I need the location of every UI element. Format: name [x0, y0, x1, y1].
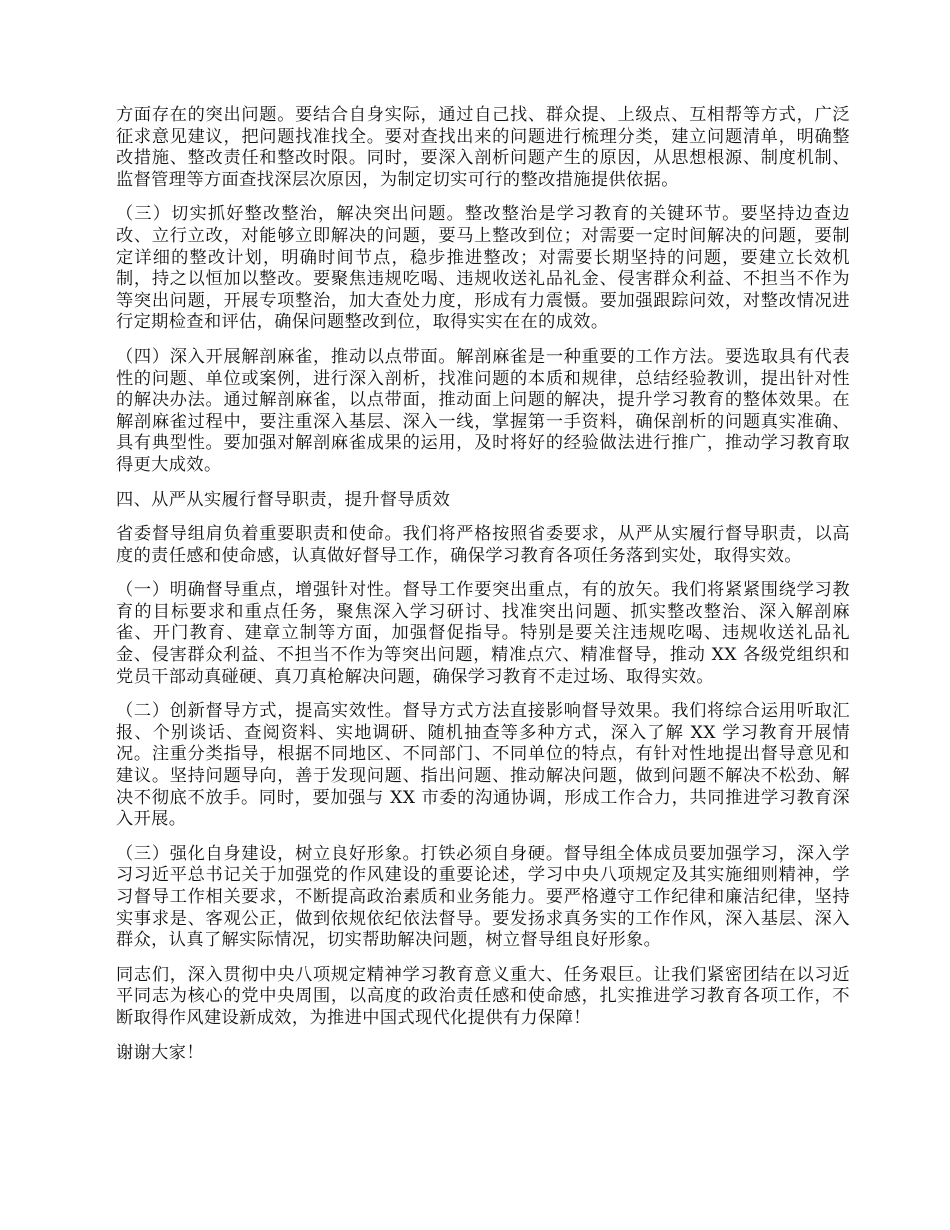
paragraph-case-study: （四）深入开展解剖麻雀，推动以点带面。解剖麻雀是一种重要的工作方法。要选取具有代表性的问题、单位或案例，进行深入剖析，找准问题的本质和规律，总结经验教训，提出针对性的解决办法。通过解剖麻雀，以点带面，推动面上问题的解决，提升学习教育的整体效果。在解剖麻雀过程中，要注重深入基层、深入一线，掌握第一手资料，确保剖析的问题真实准确、具有典型性。要加强对解剖麻雀成果的运用，及时将好的经验做法进行推广，推动学习教育取得更大成效。	[116, 346, 850, 475]
paragraph-thanks: 谢谢大家！	[116, 1042, 204, 1063]
document-page	[116, 105, 850, 1077]
paragraph-rectification: （三）切实抓好整改整治，解决突出问题。整改整治是学习教育的关键环节。要坚持边查边改、立行立改，对能够立即解决的问题，要马上整改到位；对需要一定时间解决的问题，要制定详细的整改计划，明确时间节点，稳步推进整改；对需要长期坚持的问题，要建立长效机制，持之以恒加以整改。要聚焦违规吃喝、违规收送礼品礼金、侵害群众利益、不担当不作为等突出问题，开展专项整治，加大查处力度，形成有力震慑。要加强跟踪问效，对整改情况进行定期检查和评估，确保问题整改到位，取得实实在在的成效。	[116, 204, 850, 333]
section-heading-supervision: 四、从严从实履行督导职责，提升督导质效	[116, 489, 451, 510]
paragraph-closing: 同志们，深入贯彻中央八项规定精神学习教育意义重大、任务艰巨。让我们紧密团结在以习近平同志为核心的党中央周围，以高度的政治责任感和使命感，扎实推进学习教育各项工作，不断取得作风建设新成效，为推进中国式现代化提供有力保障！	[116, 964, 850, 1028]
paragraph-self-building: （三）强化自身建设，树立良好形象。打铁必须自身硬。督导组全体成员要加强学习，深入学习习近平总书记关于加强党的作风建设的重要论述，学习中央八项规定及其实施细则精神，学习督导工作相关要求，不断提高政治素质和业务能力。要严格遵守工作纪律和廉洁纪律，坚持实事求是、客观公正，做到依规依纪依法督导。要发扬求真务实的工作作风，深入基层、深入群众，认真了解实际情况，切实帮助解决问题，树立督导组良好形象。	[116, 843, 850, 951]
paragraph-supervision-intro: 省委督导组肩负着重要职责和使命。我们将严格按照省委要求，从严从实履行督导职责，以高度的责任感和使命感，认真做好督导工作，确保学习教育各项任务落到实处，取得实效。	[116, 524, 850, 566]
paragraph-supervision-methods: （二）创新督导方式，提高实效性。督导方式方法直接影响督导效果。我们将综合运用听取汇报、个别谈话、查阅资料、实地调研、随机抽查等多种方式，深入了解 XX 学习教育开展情况。注重分类指导，根据不同地区、不同部门、不同单位的特点，有针对性地提出督导意见和建议。坚持问题导向，善于发现问题、指出问题、推动解决问题，做到问题不解决不松劲、解决不彻底不放手。同时，要加强与 XX 市委的沟通协调，形成工作合力，共同推进学习教育深入开展。	[116, 701, 850, 830]
paragraph-problem-finding: 方面存在的突出问题。要结合自身实际，通过自己找、群众提、上级点、互相帮等方式，广泛征求意见建议，把问题找准找全。要对查找出来的问题进行梳理分类，建立问题清单，明确整改措施、整改责任和整改时限。同时，要深入剖析问题产生的原因，从思想根源、制度机制、监督管理等方面查找深层次原因，为制定切实可行的整改措施提供依据。	[116, 105, 850, 190]
paragraph-supervision-focus: （一）明确督导重点，增强针对性。督导工作要突出重点，有的放矢。我们将紧紧围绕学习教育的目标要求和重点任务，聚焦深入学习研讨、找准突出问题、抓实整改整治、深入解剖麻雀、开门教育、建章立制等方面，加强督促指导。特别是要关注违规吃喝、违规收送礼品礼金、侵害群众利益、不担当不作为等突出问题，精准点穴、精准督导，推动 XX 各级党组织和党员干部动真碰硬、真刀真枪解决问题，确保学习教育不走过场、取得实效。	[116, 580, 850, 687]
